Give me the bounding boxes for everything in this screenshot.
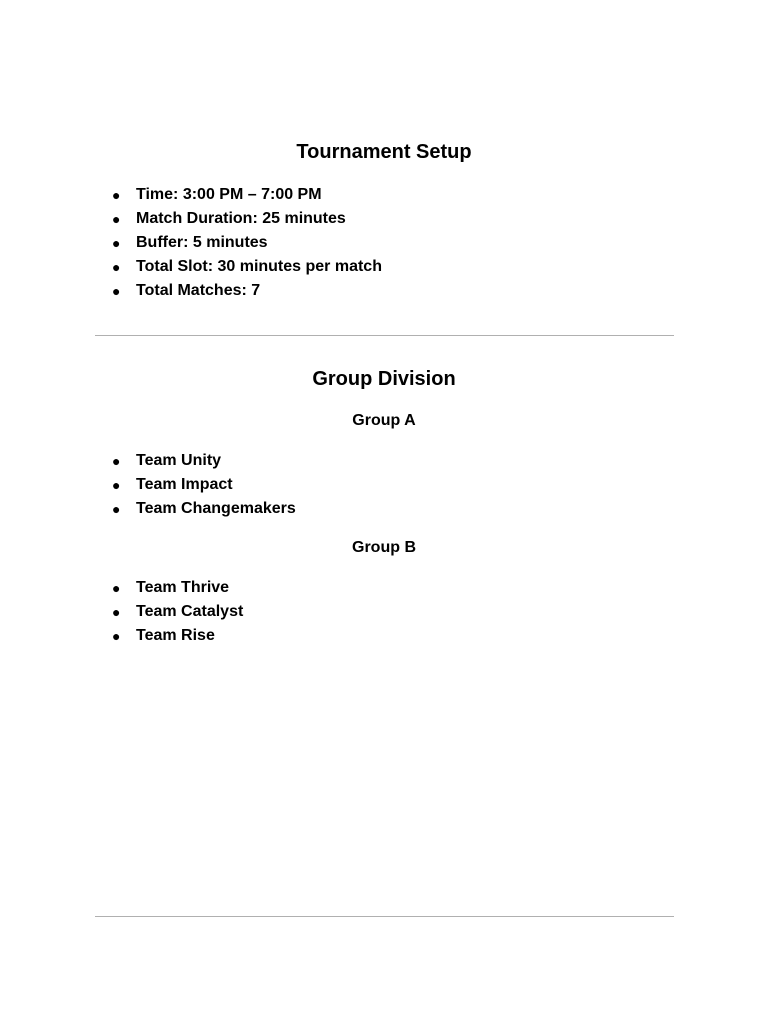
- bullet-icon: ●: [112, 628, 121, 644]
- list-item: ● Team Unity: [112, 449, 296, 473]
- list-item: ● Match Duration: 25 minutes: [112, 207, 382, 231]
- list-item: ● Team Changemakers: [112, 497, 296, 521]
- list-item: ● Buffer: 5 minutes: [112, 231, 382, 255]
- list-item: ● Team Catalyst: [112, 600, 243, 624]
- group-b-heading: Group B: [352, 539, 416, 556]
- bullet-icon: ●: [112, 501, 121, 517]
- bullet-icon: ●: [112, 211, 121, 227]
- tournament-setup-heading: Tournament Setup: [296, 141, 472, 163]
- bullet-icon: ●: [112, 187, 121, 203]
- bullet-icon: ●: [112, 477, 121, 493]
- bullet-icon: ●: [112, 283, 121, 299]
- group-b-list: [112, 576, 243, 648]
- bullet-icon: ●: [112, 453, 121, 469]
- group-division-heading: Group Division: [312, 368, 456, 390]
- list-item: ● Team Thrive: [112, 576, 243, 600]
- list-item: ● Time: 3:00 PM – 7:00 PM: [112, 183, 382, 207]
- list-item: ● Team Rise: [112, 624, 243, 648]
- divider: [95, 916, 674, 917]
- divider: [95, 335, 674, 336]
- bullet-icon: ●: [112, 580, 121, 596]
- list-item: ● Team Impact: [112, 473, 296, 497]
- bullet-icon: ●: [112, 259, 121, 275]
- list-item: ● Total Matches: 7: [112, 279, 382, 303]
- setup-list: [112, 183, 382, 303]
- bullet-icon: ●: [112, 235, 121, 251]
- list-item: ● Total Slot: 30 minutes per match: [112, 255, 382, 279]
- group-a-heading: Group A: [352, 412, 416, 429]
- group-a-list: [112, 449, 296, 521]
- bullet-icon: ●: [112, 604, 121, 620]
